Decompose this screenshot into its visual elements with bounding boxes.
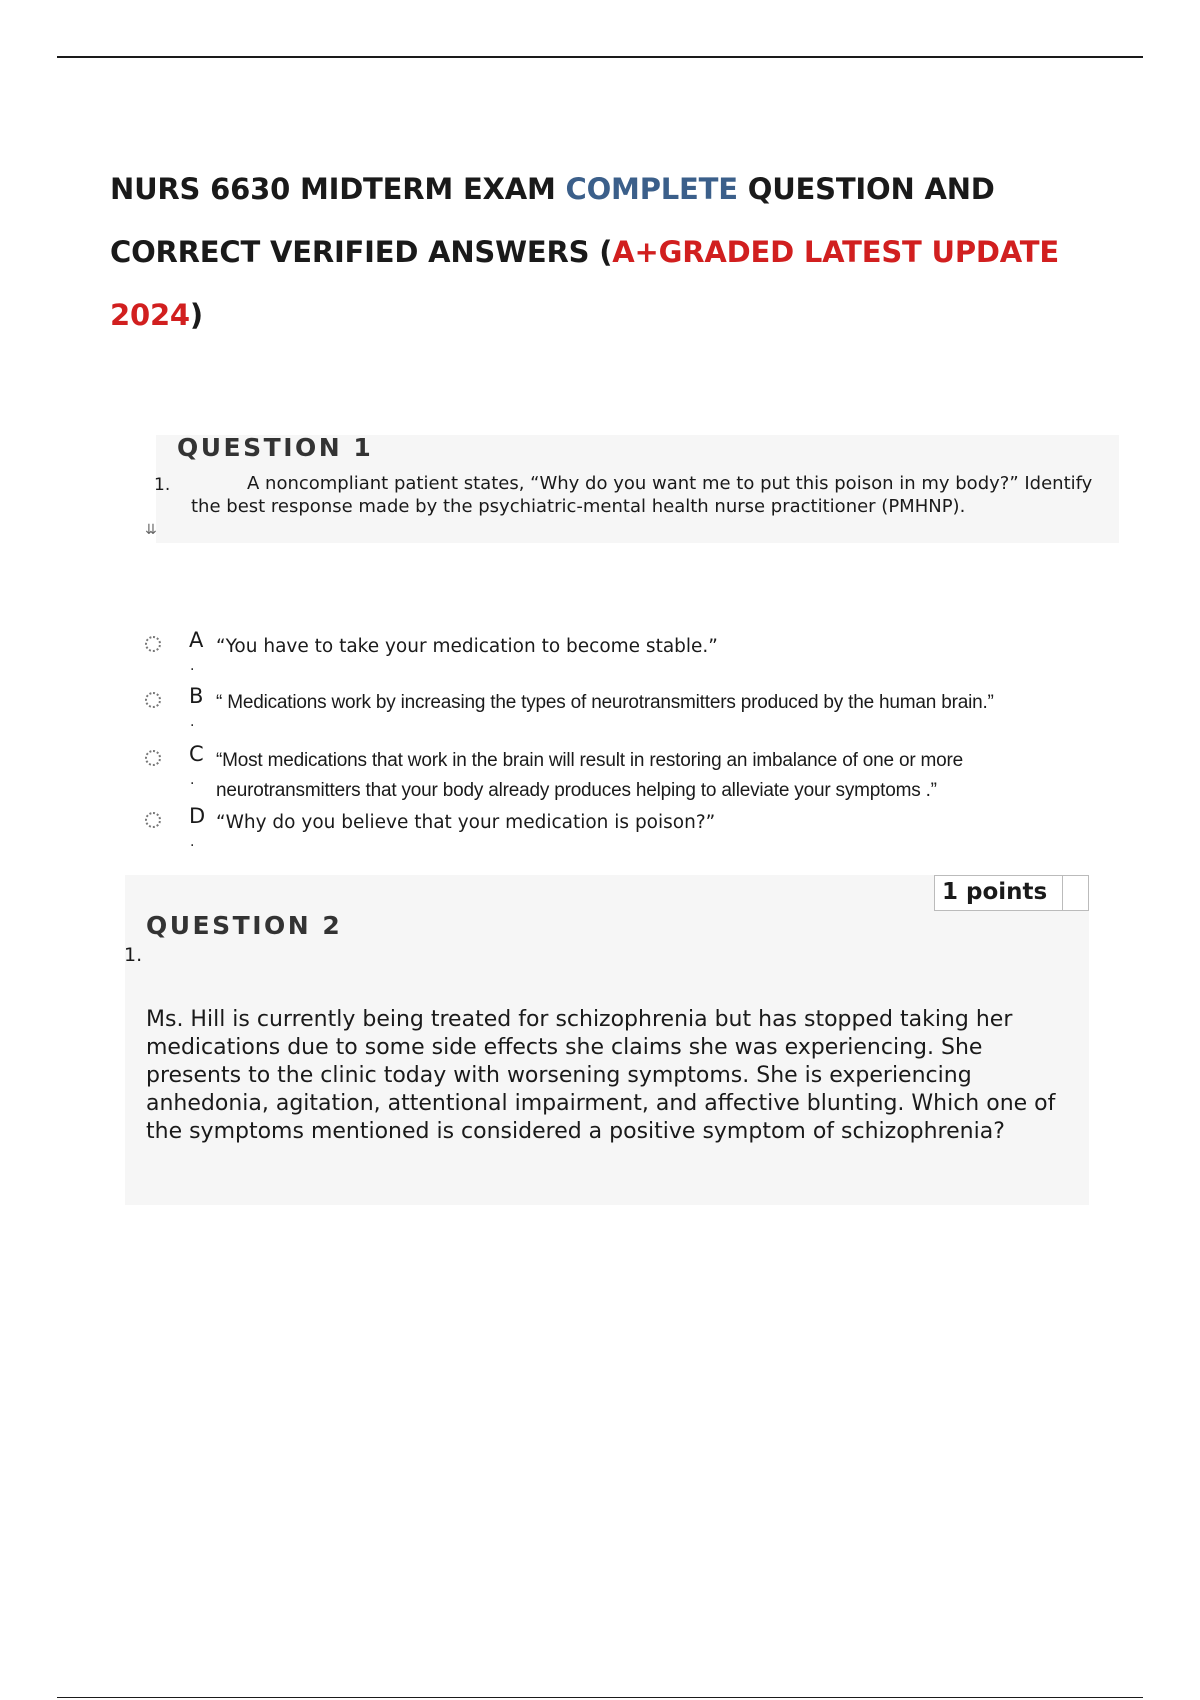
radio-option-d[interactable] <box>145 812 161 828</box>
points-label: 1 points <box>942 879 1048 905</box>
points-field[interactable] <box>1062 876 1088 910</box>
bottom-rule <box>57 1697 1143 1698</box>
page-title: NURS 6630 MIDTERM EXAM COMPLETE QUESTION AND CORRECT VERIFIED ANSWERS (A+GRADED LATEST UPDATE 2024) <box>110 172 1059 332</box>
option-c-text: “Most medications that work in the brain will result in restoring an imbalance of one or more neurotransmitters that your body already produces helping to alleviate your symptoms .” <box>216 750 964 801</box>
question-2-heading: QUESTION 2 <box>146 911 343 940</box>
title-highlight-graded: A+GRADED LATEST UPDATE 2024 <box>110 235 1059 332</box>
option-b-text: “ Medications work by increasing the types of neurotransmitters produced by the human brain.” <box>216 692 994 713</box>
option-a-text: “You have to take your medication to become stable.” <box>216 636 718 657</box>
question-2-text: Ms. Hill is currently being treated for schizophrenia but has stopped taking her medications due to some side effects she claims she was experiencing. She presents to the clinic today with worsening symptoms. She is experiencing anhedonia, agitation, attentional impairment, and affective blunting. Which one of the symptoms mentioned is considered a positive symptom of schizophrenia? <box>146 1007 1056 1144</box>
collapse-icon[interactable]: ⇊ <box>145 522 157 538</box>
option-d-letter: D <box>189 804 206 828</box>
question-1-text: A noncompliant patient states, “Why do you want me to put this poison in my body?” Identify the best response made by the psychiatric-mental health nurse practitioner (PMHNP). <box>191 473 1093 517</box>
option-a-letter: A <box>189 628 204 652</box>
top-rule <box>57 56 1143 58</box>
option-d-text: “Why do you believe that your medication is poison?” <box>216 812 716 833</box>
question-1-number: 1. <box>154 475 171 495</box>
points-box <box>934 875 1089 911</box>
radio-option-b[interactable] <box>145 692 161 708</box>
question-1-heading: QUESTION 1 <box>177 433 374 462</box>
title-highlight-complete: COMPLETE <box>565 172 738 206</box>
option-c-letter: C <box>189 742 204 766</box>
option-b-letter: B <box>189 684 204 708</box>
radio-option-a[interactable] <box>145 636 161 652</box>
question-2-number: 1. <box>124 944 143 966</box>
radio-option-c[interactable] <box>145 750 161 766</box>
